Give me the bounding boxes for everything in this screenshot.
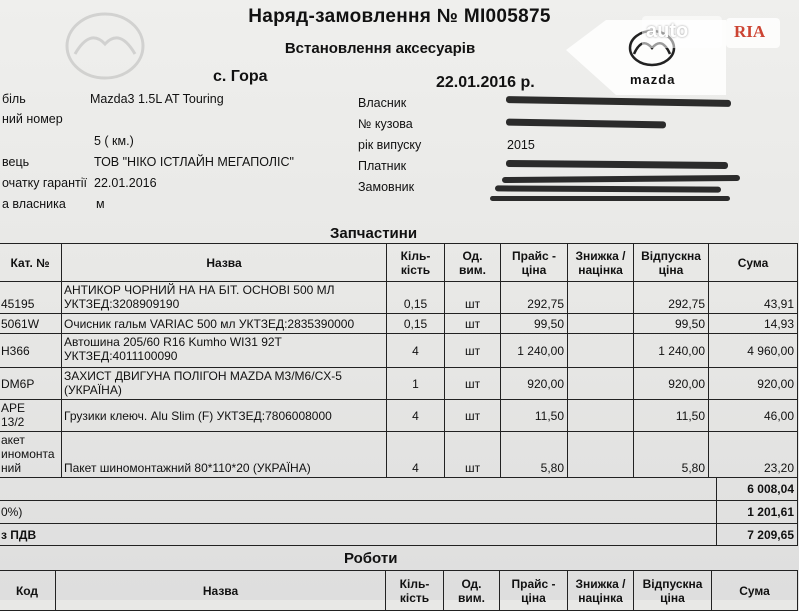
works-header-code: Код [0, 571, 56, 611]
parts-total-vat-value: 7 209,65 [717, 524, 798, 546]
parts-row-name: АНТИКОР ЧОРНИЙ НА НА БІТ. ОСНОВІ 500 МЛ УКТЗЕД:3208909190 [62, 282, 387, 314]
label-vin: № кузова [358, 117, 413, 131]
parts-row-name: ЗАХИСТ ДВИГУНА ПОЛІГОН MAZDA M3/M6/CX-5 (УКРАЇНА) [62, 368, 387, 400]
value-warranty-date: 22.01.2016 [94, 176, 157, 190]
parts-row-qty: 0,15 [387, 314, 445, 334]
parts-row-unit: шт [445, 400, 501, 432]
label-owner: а власника [2, 197, 66, 211]
value-owner-misc: м [96, 197, 105, 211]
redaction-payer [506, 160, 728, 169]
parts-row-price: 292,75 [501, 282, 568, 314]
parts-row-sum: 14,93 [709, 314, 798, 334]
works-section-title: Роботи [344, 550, 398, 567]
label-year: рік випуску [358, 138, 422, 152]
works-header-unit: Од. вим. [444, 571, 500, 611]
parts-table [0, 243, 798, 546]
value-seller: ТОВ "НІКО ІСТЛАЙН МЕГАПОЛІС" [94, 155, 294, 169]
parts-header-cat: Кат. № [0, 244, 62, 282]
parts-row-net: 99,50 [634, 314, 709, 334]
parts-header-unit: Од. вим. [445, 244, 501, 282]
parts-row-qty: 4 [387, 400, 445, 432]
parts-total-label [0, 478, 717, 501]
parts-row-discount [568, 282, 634, 314]
parts-row-qty: 4 [387, 334, 445, 368]
parts-header-qty: Кіль- кість [387, 244, 445, 282]
parts-row-name: Грузики клеюч. Alu Slim (F) УКТЗЕД:7806008000 [62, 400, 387, 432]
works-header-net: Відпускна ціна [634, 571, 712, 611]
parts-row-discount [568, 334, 634, 368]
value-year: 2015 [507, 138, 535, 152]
label-seller: вець [2, 155, 30, 169]
parts-vat-value: 1 201,61 [717, 501, 798, 524]
parts-row-sum: 920,00 [709, 368, 798, 400]
parts-row-net: 5,80 [634, 432, 709, 478]
parts-row-discount [568, 368, 634, 400]
parts-row-net: 11,50 [634, 400, 709, 432]
parts-row-sum: 43,91 [709, 282, 798, 314]
label-customer: Замовник [358, 180, 415, 194]
parts-row-unit: шт [445, 334, 501, 368]
document-date: 22.01.2016 р. [436, 74, 535, 91]
parts-row-cat: акет иномонта ний [0, 432, 62, 478]
parts-row-price: 5,80 [501, 432, 568, 478]
parts-row-price: 920,00 [501, 368, 568, 400]
parts-row-qty: 0,15 [387, 282, 445, 314]
parts-row-name: Пакет шиномонтажний 80*110*20 (УКРАЇНА) [62, 432, 387, 478]
parts-row-name: Автошина 205/60 R16 Kumho WI31 92T УКТЗЕД:4011100090 [62, 334, 387, 368]
redaction-customer-3 [490, 196, 730, 201]
parts-total-vat-label: з ПДВ [0, 524, 717, 546]
autoria-watermark [642, 14, 782, 52]
parts-row-cat: DM6P [0, 368, 62, 400]
redaction-customer-1 [502, 175, 740, 183]
label-warranty: очатку гарантії [2, 176, 87, 190]
parts-row-unit: шт [445, 314, 501, 334]
parts-total-value: 6 008,04 [717, 478, 798, 501]
parts-row-net: 920,00 [634, 368, 709, 400]
parts-row-cat: APE 13/2 [0, 400, 62, 432]
parts-header-price: Прайс - ціна [501, 244, 568, 282]
parts-row-sum: 46,00 [709, 400, 798, 432]
parts-row-cat: 45195 [0, 282, 62, 314]
parts-row-cat: H366 [0, 334, 62, 368]
value-mileage: 5 ( км.) [94, 134, 134, 148]
works-table [0, 570, 798, 605]
parts-row-qty: 4 [387, 432, 445, 478]
parts-row-discount [568, 400, 634, 432]
label-payer: Платник [358, 159, 407, 173]
parts-row-price: 11,50 [501, 400, 568, 432]
parts-row-unit: шт [445, 282, 501, 314]
redaction-owner [506, 96, 731, 107]
parts-row-price: 99,50 [501, 314, 568, 334]
parts-row-discount [568, 432, 634, 478]
document-place: с. Гора [213, 68, 268, 85]
parts-row-price: 1 240,00 [501, 334, 568, 368]
parts-row-unit: шт [445, 368, 501, 400]
parts-header-discount: Знижка / націнка [568, 244, 634, 282]
value-car: Mazda3 1.5L AT Touring [90, 92, 224, 106]
parts-row-unit: шт [445, 432, 501, 478]
works-header-price: Прайс - ціна [500, 571, 568, 611]
parts-header-net: Відпускна ціна [634, 244, 709, 282]
parts-section-title: Запчастини [330, 225, 418, 242]
works-header-discount: Знижка / націнка [568, 571, 634, 611]
parts-header-name: Назва [62, 244, 387, 282]
works-header-name: Назва [56, 571, 386, 611]
parts-row-discount [568, 314, 634, 334]
parts-row-qty: 1 [387, 368, 445, 400]
redaction-customer-2 [495, 185, 721, 192]
parts-row-name: Очисник гальм VARIAC 500 мл УКТЗЕД:2835390000 [62, 314, 387, 334]
document-subtitle: Встановлення аксесуарів [284, 40, 476, 57]
label-reg-number: ний номер [2, 112, 63, 126]
parts-vat-label: 0%) [0, 501, 717, 524]
parts-header-sum: Сума [709, 244, 798, 282]
redaction-vin [506, 119, 666, 129]
label-vlasnyk: Власник [358, 96, 407, 110]
watermark-ria: RIA [734, 22, 766, 41]
parts-row-sum: 23,20 [709, 432, 798, 478]
parts-row-cat: 5061W [0, 314, 62, 334]
label-car: біль [2, 92, 26, 106]
mazda-logo-text: mazda [630, 72, 676, 87]
parts-row-net: 1 240,00 [634, 334, 709, 368]
parts-row-sum: 4 960,00 [709, 334, 798, 368]
works-header-qty: Кіль- кість [386, 571, 444, 611]
parts-row-net: 292,75 [634, 282, 709, 314]
works-header-sum: Сума [712, 571, 798, 611]
watermark-auto: auto [646, 20, 689, 42]
document-title: Наряд-замовлення № МІ005875 [248, 6, 551, 27]
